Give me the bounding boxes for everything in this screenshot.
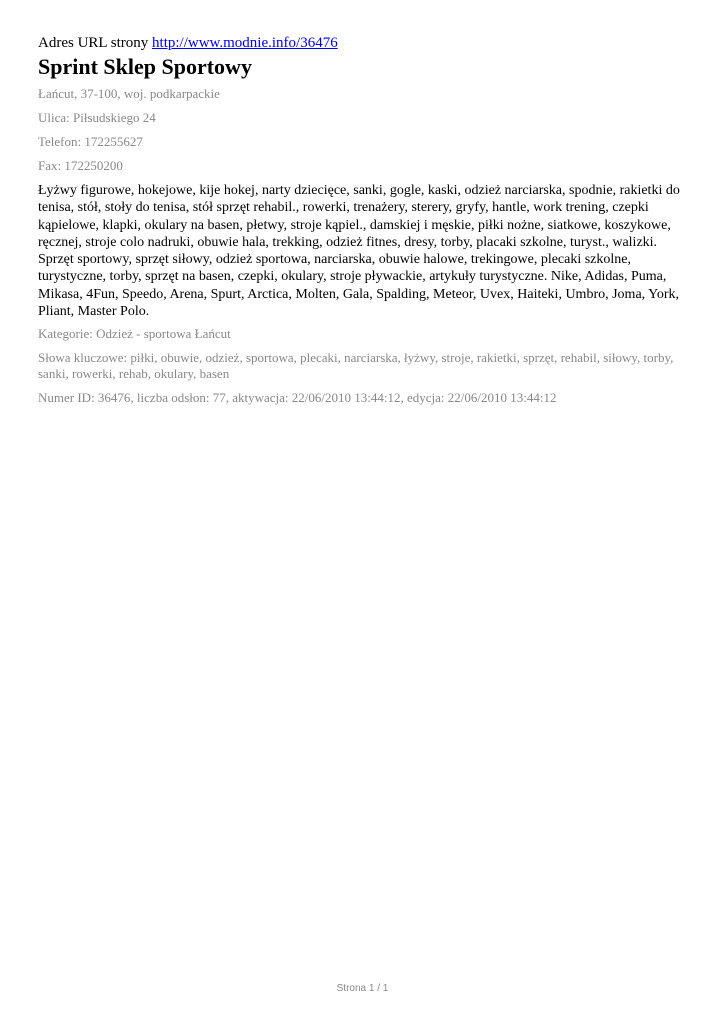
description: Łyżwy figurowe, hokejowe, kije hokej, narty dziecięce, sanki, gogle, kaski, odzież narciarska, spodnie, rakietki do tenisa, stół, stoły do tenisa, stół sprzęt rehabil., rowerki, trenażery, sterery, gryfy, hantle, work trening, czepki kąpielowe, klapki, okulary na basen, płetwy, stroje kąpiel., damskiej i męskie, piłki nożne, siatkowe, koszykowe, ręcznej, stroje colo nadruki, obuwie hala, trekking, odzież fitnes, dresy, torby, placaki szkolne, turyst., walizki. Sprzęt sportowy, sprzęt siłowy, odzież sportowa, narciarska, obuwie halowe, trekingowe, plecaki szkolne, turystyczne, torby, sprzęt na basen, czepki, okulary, stroje pływackie, artykuły turystyczne. Nike, Adidas, Puma, Mikasa, 4Fun, Speedo, Arena, Spurt, Arctica, Molten, Gala, Spalding, Meteor, Uvex, Haiteki, Umbro, Joma, York, Pliant, Master Polo. [38,183,680,320]
street-line: Ulica: Piłsudskiego 24 [38,110,156,125]
page-number: Strona 1 / 1 [336,983,389,994]
id-line: Numer ID: 36476, liczba odsłon: 77, aktywacja: 22/06/2010 13:44:12, edycja: 22/06/2010 13:44:12 [38,390,557,406]
page-title: Sprint Sklep Sportowy [38,54,252,79]
city-line: Łańcut, 37-100, woj. podkarpackie [38,86,220,101]
phone-line: Telefon: 172255627 [38,134,143,149]
keywords-line: Słowa kluczowe: piłki, obuwie, odzież, sportowa, plecaki, narciarska, łyżwy, stroje, rakietki, sprzęt, rehabil, siłowy, torby, sanki, rowerki, rehab, okulary, basen [38,350,674,382]
page-url-link[interactable]: http://www.modnie.info/36476 [152,35,338,51]
url-line [38,34,688,52]
category-line: Kategorie: Odzież - sportowa Łańcut [38,326,231,342]
fax-line: Fax: 172250200 [38,158,123,173]
url-label: Adres URL strony [38,35,149,51]
document-page [38,34,688,414]
